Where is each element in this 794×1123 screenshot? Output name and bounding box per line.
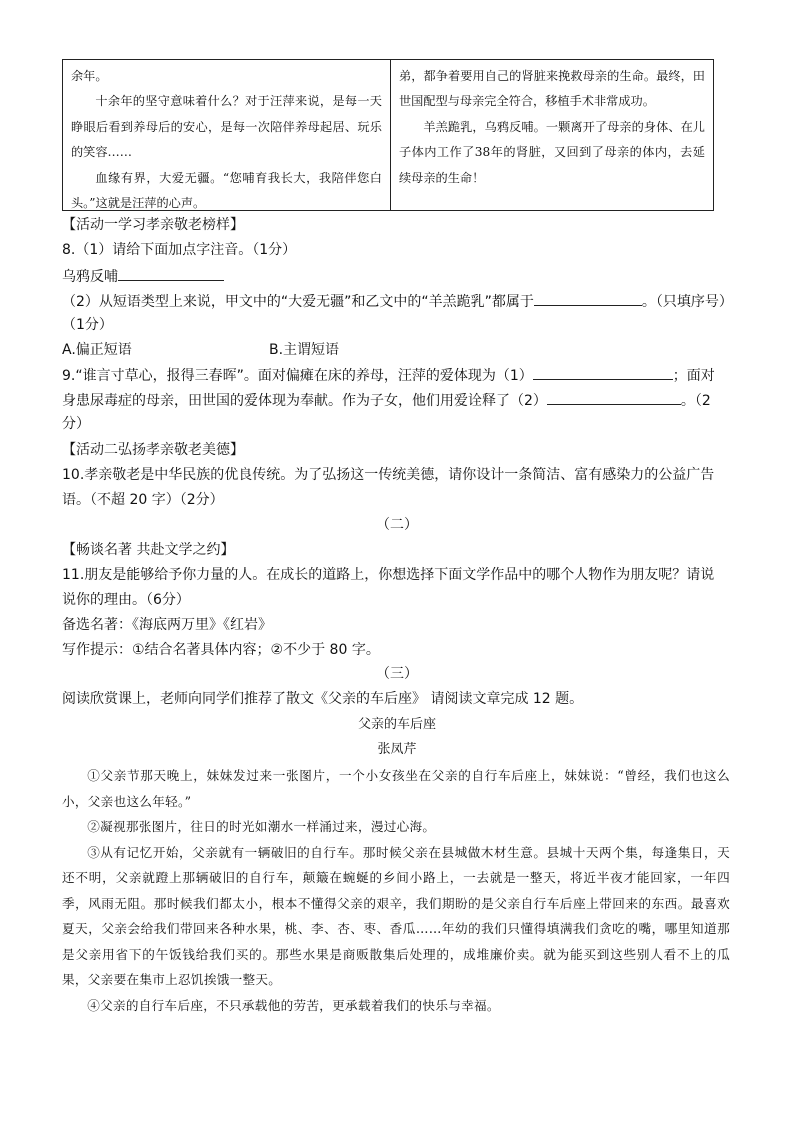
question-10-line-2: 语。（不超 20 字）（2分） [62, 492, 224, 508]
options-line [62, 340, 340, 360]
answer-blank-8-2[interactable] [534, 291, 642, 306]
classics-heading: 【畅谈名著 共赴文学之约】 [62, 542, 235, 558]
essay-title: 父亲的车后座 [357, 717, 436, 732]
question-9-text-d: 。（2 [680, 393, 711, 409]
activity-1-heading: 【活动一学习孝亲敬老榜样】 [62, 217, 244, 233]
right-para-1: 弟，都争着要用自己的肾脏来挽救母亲的生命。最终，田世国配型与母亲完全符合，移植手术非常成功。 [399, 69, 705, 109]
essay-body [62, 763, 730, 1018]
question-8-2-suffix: 。（只填序号） [641, 294, 733, 310]
option-a: A.偏正短语 [62, 342, 132, 358]
section-3-heading: （三） [376, 666, 418, 682]
question-11-line-1: 11.朋友是能够给予你力量的人。在成长的道路上，你想选择下面文学作品中的哪个人物作为朋友呢？请说 [62, 567, 715, 583]
question-9-text-b: ；面对 [672, 368, 715, 384]
left-para-3: 血缘有界，大爱无疆。“您哺育我长大，我陪伴您白头。”这就是汪萍的心声。 [71, 170, 382, 210]
question-8-2-score: （1分） [62, 317, 113, 333]
answer-blank-9-1[interactable] [533, 365, 673, 380]
essay-para-1: ①父亲节那天晚上，妹妹发过来一张图片，一个小女孩坐在父亲的自行车后座上，妹妹说：“曾经，我们也这么小，父亲也这么年轻。” [62, 768, 730, 809]
passage-table [62, 59, 714, 211]
activity-2-heading: 【活动二弘扬孝亲敬老美德】 [62, 442, 244, 458]
question-10-line-1: 10.孝亲敬老是中华民族的优良传统。为了弘扬这一传统美德，请你设计一条简洁、富有感染力的公益广告 [62, 467, 715, 483]
left-para-1: 余年。 [71, 69, 108, 83]
answer-blank-pinyin[interactable] [118, 266, 224, 281]
option-b: B.主谓短语 [269, 342, 340, 358]
reading-intro: 阅读欣赏课上，老师向同学们推荐了散文《父亲的车后座》 请阅读文章完成 12 题。 [62, 691, 584, 707]
passage-right-column [391, 60, 713, 210]
question-9-line-2 [62, 390, 711, 411]
dotted-word: 乌鸦反哺 [62, 269, 118, 285]
essay-para-4: ④父亲的自行车后座，不只承载他的劳苦，更承载着我们的快乐与幸福。 [87, 997, 500, 1013]
essay-author: 张凤芹 [377, 742, 417, 757]
question-8-word-line [62, 266, 224, 287]
right-para-2: 羊羔跪乳，乌鸦反哺。一颗离开了母亲的身体、在儿子体内工作了38年的肾脏，又回到了母亲的体内，去延续母亲的生命！ [399, 119, 705, 185]
essay-para-2: ②凝视那张图片，往日的时光如潮水一样涌过来，漫过心海。 [87, 819, 436, 834]
book-options: 备选名著：《海底两万里》《红岩》 [62, 617, 272, 633]
question-9-line-1 [62, 365, 715, 386]
essay-para-3: ③从有记忆开始，父亲就有一辆破旧的自行车。那时候父亲在县城做木材生意。县城十天两个集，每逢集日，天还不明，父亲就蹬上那辆破旧的自行车，颠簸在蜿蜒的乡间小路上，一去就是一整天，将近半夜才能回家，一年四季，风雨无阻。那时候我们都太小，根本不懂得父亲的艰辛，我们期盼的是父亲自行车后座上带回来的东西。最喜欢夏天，父亲会给我们带回来各种水果，桃、李、杏、枣、香瓜……年幼的我们只懂得填满我们贪吃的嘴，哪里知道那是父亲用省下的午饭钱给我们买的。那些水果是商贩散集后处理的，成堆廉价卖。就为能买到这些别人看不上的瓜果，父亲要在集市上忍饥挨饿一整天。 [62, 844, 730, 987]
question-9-text: 9.“谁言寸草心，报得三春晖”。面对偏瘫在床的养母，汪萍的爱体现为（1） [62, 368, 533, 384]
question-11-line-2: 说你的理由。（6分） [62, 592, 190, 608]
question-8-2 [62, 291, 733, 312]
question-9-text-c: 身患尿毒症的母亲，田世国的爱体现为奉献。作为子女，他们用爱诠释了（2） [62, 393, 547, 409]
section-2-heading: （二） [376, 517, 418, 533]
question-9-score: 分） [62, 416, 90, 432]
left-para-2: 十余年的坚守意味着什么？对于汪萍来说，是每一天睁眼后看到养母后的安心，是每一次陪伴养母起居、玩乐的笑容…… [71, 94, 382, 160]
passage-left-column [63, 60, 391, 210]
question-8-1: 8.（1）请给下面加点字注音。（1分） [62, 242, 297, 258]
writing-tips: 写作提示：①结合名著具体内容；②不少于 80 字。 [62, 642, 380, 658]
answer-blank-9-2[interactable] [547, 390, 681, 405]
question-8-2-text: （2）从短语类型上来说，甲文中的“大爱无疆”和乙文中的“羊羔跪乳”都属于 [62, 294, 534, 310]
